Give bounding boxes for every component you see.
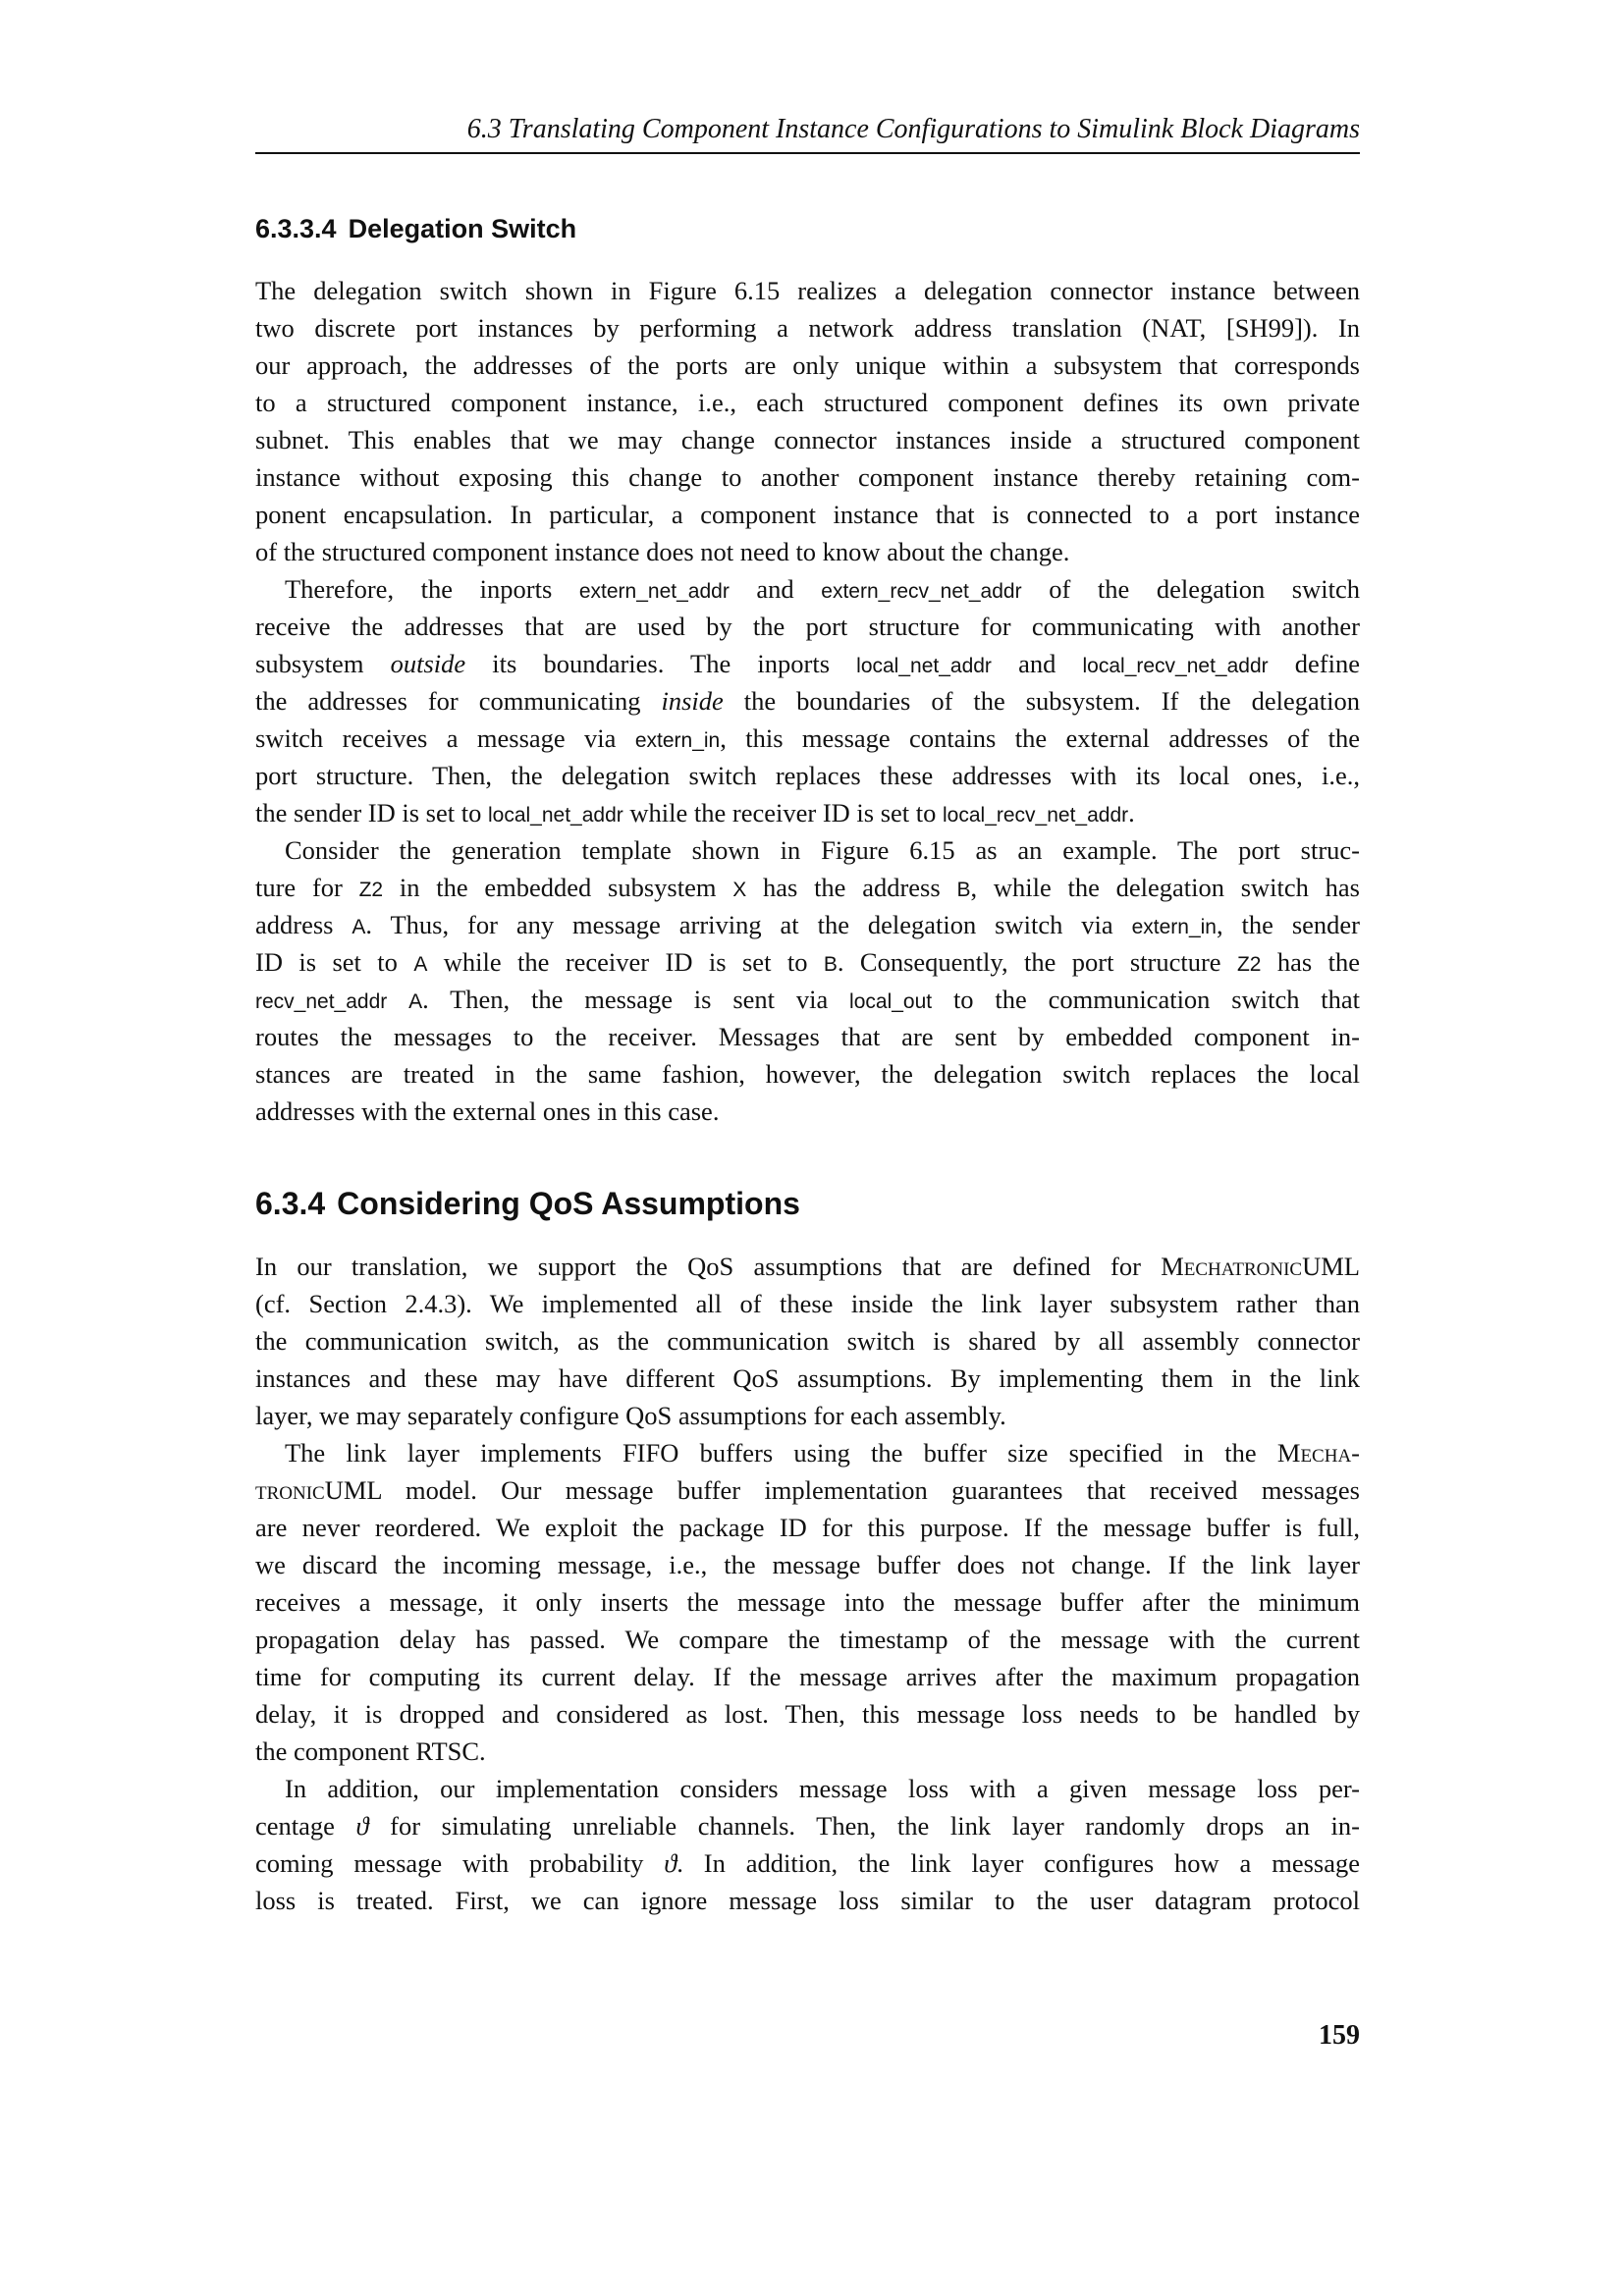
paragraph-line — [255, 757, 1360, 794]
text-run: the addresses for communicating — [255, 686, 662, 716]
text-run: . Then, the message is sent via — [422, 985, 850, 1014]
text-run: ID is set to — [255, 947, 414, 977]
section-heading-delegation-switch — [255, 214, 576, 244]
paragraph-line — [255, 347, 1360, 384]
text-run: and — [991, 649, 1083, 678]
text-run: of the structured component instance does not need to know about the change. — [255, 537, 1070, 566]
text-run: we discard the incoming message, i.e., the message buffer does not change. If the link layer — [255, 1550, 1360, 1579]
paragraph-line — [255, 1055, 1360, 1093]
paragraph-line — [255, 1695, 1360, 1733]
text-run: routes the messages to the receiver. Messages that are sent by embedded component in- — [255, 1022, 1360, 1051]
section-title: Considering QoS Assumptions — [337, 1186, 800, 1221]
code-identifier: B — [823, 953, 838, 976]
text-run: Therefore, the inports — [285, 574, 579, 604]
emphasis: outside — [390, 649, 466, 678]
emphasis: ϑ — [664, 1848, 677, 1878]
section-number: 6.3.3.4 — [255, 214, 337, 243]
text-run: stances are treated in the same fashion, however, the delegation switch replaces the local — [255, 1059, 1360, 1089]
code-identifier: local_recv_net_addr — [943, 804, 1129, 827]
code-identifier: extern_net_addr — [578, 580, 730, 603]
paragraph-line — [255, 1844, 1360, 1882]
text-run: UML — [1302, 1252, 1360, 1281]
code-identifier: B — [956, 879, 971, 901]
text-run: loss is treated. First, we can ignore message loss similar to the user datagram protocol — [255, 1886, 1360, 1915]
paragraph-line — [255, 1658, 1360, 1695]
paragraph-line — [255, 496, 1360, 533]
text-run: layer, we may separately configure QoS assumptions for each assembly. — [255, 1401, 1006, 1430]
paragraph-line — [255, 1397, 1360, 1434]
text-run: of the delegation switch — [1021, 574, 1360, 604]
paragraph-line — [255, 1248, 1360, 1285]
text-run: has the — [1261, 947, 1361, 977]
text-run: subnet. This enables that we may change connector instances inside a structured component — [255, 425, 1360, 454]
text-run: for simulating unreliable channels. Then, the link layer randomly drops an in- — [368, 1811, 1360, 1841]
text-run: , this message contains the external addresses of the — [720, 723, 1360, 753]
paragraph-line — [255, 1770, 1360, 1807]
section-body-qos-assumptions — [255, 1248, 1360, 1919]
text-run: to the communication switch that — [932, 985, 1361, 1014]
paragraph-line — [255, 981, 1360, 1018]
paragraph-line — [255, 421, 1360, 458]
text-run: , the sender — [1216, 910, 1360, 939]
running-head: 6.3 Translating Component Instance Configurations to Simulink Block Diagrams — [466, 114, 1360, 144]
section-heading-qos-assumptions — [255, 1186, 800, 1222]
paragraph-line — [255, 682, 1360, 720]
paragraph-line — [255, 272, 1360, 309]
emphasis: inside — [661, 686, 724, 716]
text-run: the boundaries of the subsystem. If the delegation — [723, 686, 1361, 716]
text-run: two discrete port instances by performing a network address translation (NAT, [SH99]). In — [255, 313, 1360, 343]
paragraph-line — [255, 458, 1360, 496]
paragraph-line — [255, 309, 1360, 347]
text-run: address — [255, 910, 352, 939]
text-run: instances and these may have different QoS assumptions. By implementing them in the link — [255, 1363, 1360, 1393]
paragraph-line — [255, 533, 1360, 570]
paragraph-line — [255, 1093, 1360, 1130]
paragraph-line — [255, 645, 1360, 682]
text-run: and — [729, 574, 822, 604]
code-identifier: local_net_addr — [487, 804, 623, 827]
text-run: ponent encapsulation. In particular, a component instance that is connected to a port instance — [255, 500, 1360, 529]
text-run: our approach, the addresses of the ports are only unique within a subsystem that corresponds — [255, 350, 1360, 380]
text-run: the component RTSC. — [255, 1736, 486, 1766]
paragraph-line — [255, 608, 1360, 645]
text-run: UML model. Our message buffer implementation guarantees that received messages — [324, 1475, 1360, 1505]
paragraph-line — [255, 794, 1360, 831]
text-run: the communication switch, as the communication switch is shared by all assembly connector — [255, 1326, 1360, 1356]
code-identifier: local_recv_net_addr — [1082, 655, 1269, 677]
text-run: while the receiver ID is set to — [623, 798, 944, 828]
paragraph-line — [255, 906, 1360, 943]
code-identifier: extern_recv_net_addr — [821, 580, 1022, 603]
text-run — [387, 985, 408, 1014]
section-title: Delegation Switch — [348, 214, 577, 243]
code-identifier: local_net_addr — [856, 655, 992, 677]
paragraph-line — [255, 1322, 1360, 1360]
text-run: (cf. Section 2.4.3). We implemented all of these inside the link layer subsystem rather than — [255, 1289, 1360, 1318]
paragraph-line — [255, 1621, 1360, 1658]
code-identifier: A — [413, 953, 428, 976]
text-run: switch receives a message via — [255, 723, 635, 753]
emphasis: ϑ — [355, 1811, 369, 1841]
text-run: time for computing its current delay. If the message arrives after the maximum propagation — [255, 1662, 1360, 1691]
text-run: instance without exposing this change to another component instance thereby retaining com- — [255, 462, 1360, 492]
paragraph-line — [255, 1018, 1360, 1055]
code-identifier: A — [408, 990, 423, 1013]
paragraph-line — [255, 869, 1360, 906]
text-run: to a structured component instance, i.e., each structured component defines its own private — [255, 388, 1360, 417]
paragraph-line — [255, 1360, 1360, 1397]
paragraph-line — [255, 720, 1360, 757]
text-run: The link layer implements FIFO buffers using the buffer size specified in the — [285, 1438, 1277, 1468]
paragraph-line — [255, 384, 1360, 421]
paragraph-line — [255, 1285, 1360, 1322]
code-identifier: A — [352, 916, 366, 938]
text-run: addresses with the external ones in this case. — [255, 1096, 720, 1126]
text-run: . Thus, for any message arriving at the delegation switch via — [365, 910, 1132, 939]
text-run: . — [1128, 798, 1135, 828]
small-caps-name: Mechatronic — [1161, 1252, 1303, 1281]
text-run: subsystem — [255, 649, 391, 678]
small-caps-name: Mecha- — [1276, 1438, 1360, 1468]
text-run: , while the delegation switch has — [970, 873, 1360, 902]
text-run: receives a message, it only inserts the message into the message buffer after the minimum — [255, 1587, 1360, 1617]
paragraph-line — [255, 831, 1360, 869]
paragraph-line — [255, 1509, 1360, 1546]
text-run: centage — [255, 1811, 356, 1841]
paragraph-line — [255, 943, 1360, 981]
paragraph-line — [255, 1434, 1360, 1471]
text-run: receive the addresses that are used by the port structure for communicating with another — [255, 612, 1360, 641]
code-identifier: Z2 — [358, 879, 384, 901]
text-run: while the receiver ID is set to — [427, 947, 824, 977]
section-body-delegation-switch — [255, 272, 1360, 1130]
text-run: coming message with probability — [255, 1848, 665, 1878]
text-run: delay, it is dropped and considered as lost. Then, this message loss needs to be handled by — [255, 1699, 1360, 1729]
text-run: The delegation switch shown in Figure 6.15 realizes a delegation connector instance between — [255, 276, 1360, 305]
code-identifier: extern_in — [1131, 916, 1217, 938]
text-run: . In addition, the link layer configures how a message — [677, 1848, 1360, 1878]
code-identifier: extern_in — [634, 729, 721, 752]
paragraph-line — [255, 1882, 1360, 1919]
text-run: the sender ID is set to — [255, 798, 488, 828]
text-run: in the embedded subsystem — [383, 873, 733, 902]
page-number: 159 — [1319, 2020, 1360, 2051]
header-rule — [255, 152, 1360, 154]
text-run: Consider the generation template shown in Figure 6.15 as an example. The port struc- — [285, 835, 1360, 865]
paragraph-line — [255, 1471, 1360, 1509]
text-run: port structure. Then, the delegation switch replaces these addresses with its local ones, i.e., — [255, 761, 1360, 790]
text-run: . Consequently, the port structure — [837, 947, 1237, 977]
text-run: its boundaries. The inports — [465, 649, 857, 678]
text-run: propagation delay has passed. We compare the timestamp of the message with the current — [255, 1625, 1360, 1654]
paragraph-line — [255, 1807, 1360, 1844]
text-run: has the address — [746, 873, 957, 902]
code-identifier: Z2 — [1236, 953, 1262, 976]
paragraph-line — [255, 1583, 1360, 1621]
text-run: In our translation, we support the QoS assumptions that are defined for — [255, 1252, 1162, 1281]
paragraph-line — [255, 1546, 1360, 1583]
section-number: 6.3.4 — [255, 1186, 326, 1221]
paragraph-line — [255, 1733, 1360, 1770]
code-identifier: local_out — [849, 990, 933, 1013]
text-run: ture for — [255, 873, 359, 902]
text-run: are never reordered. We exploit the package ID for this purpose. If the message buffer is full, — [255, 1513, 1360, 1542]
text-run: In addition, our implementation considers message loss with a given message loss per- — [285, 1774, 1360, 1803]
code-identifier: X — [732, 879, 747, 901]
small-caps-name: tronic — [255, 1475, 325, 1505]
code-identifier: recv_net_addr — [255, 990, 388, 1013]
paragraph-line — [255, 570, 1360, 608]
text-run: define — [1268, 649, 1360, 678]
